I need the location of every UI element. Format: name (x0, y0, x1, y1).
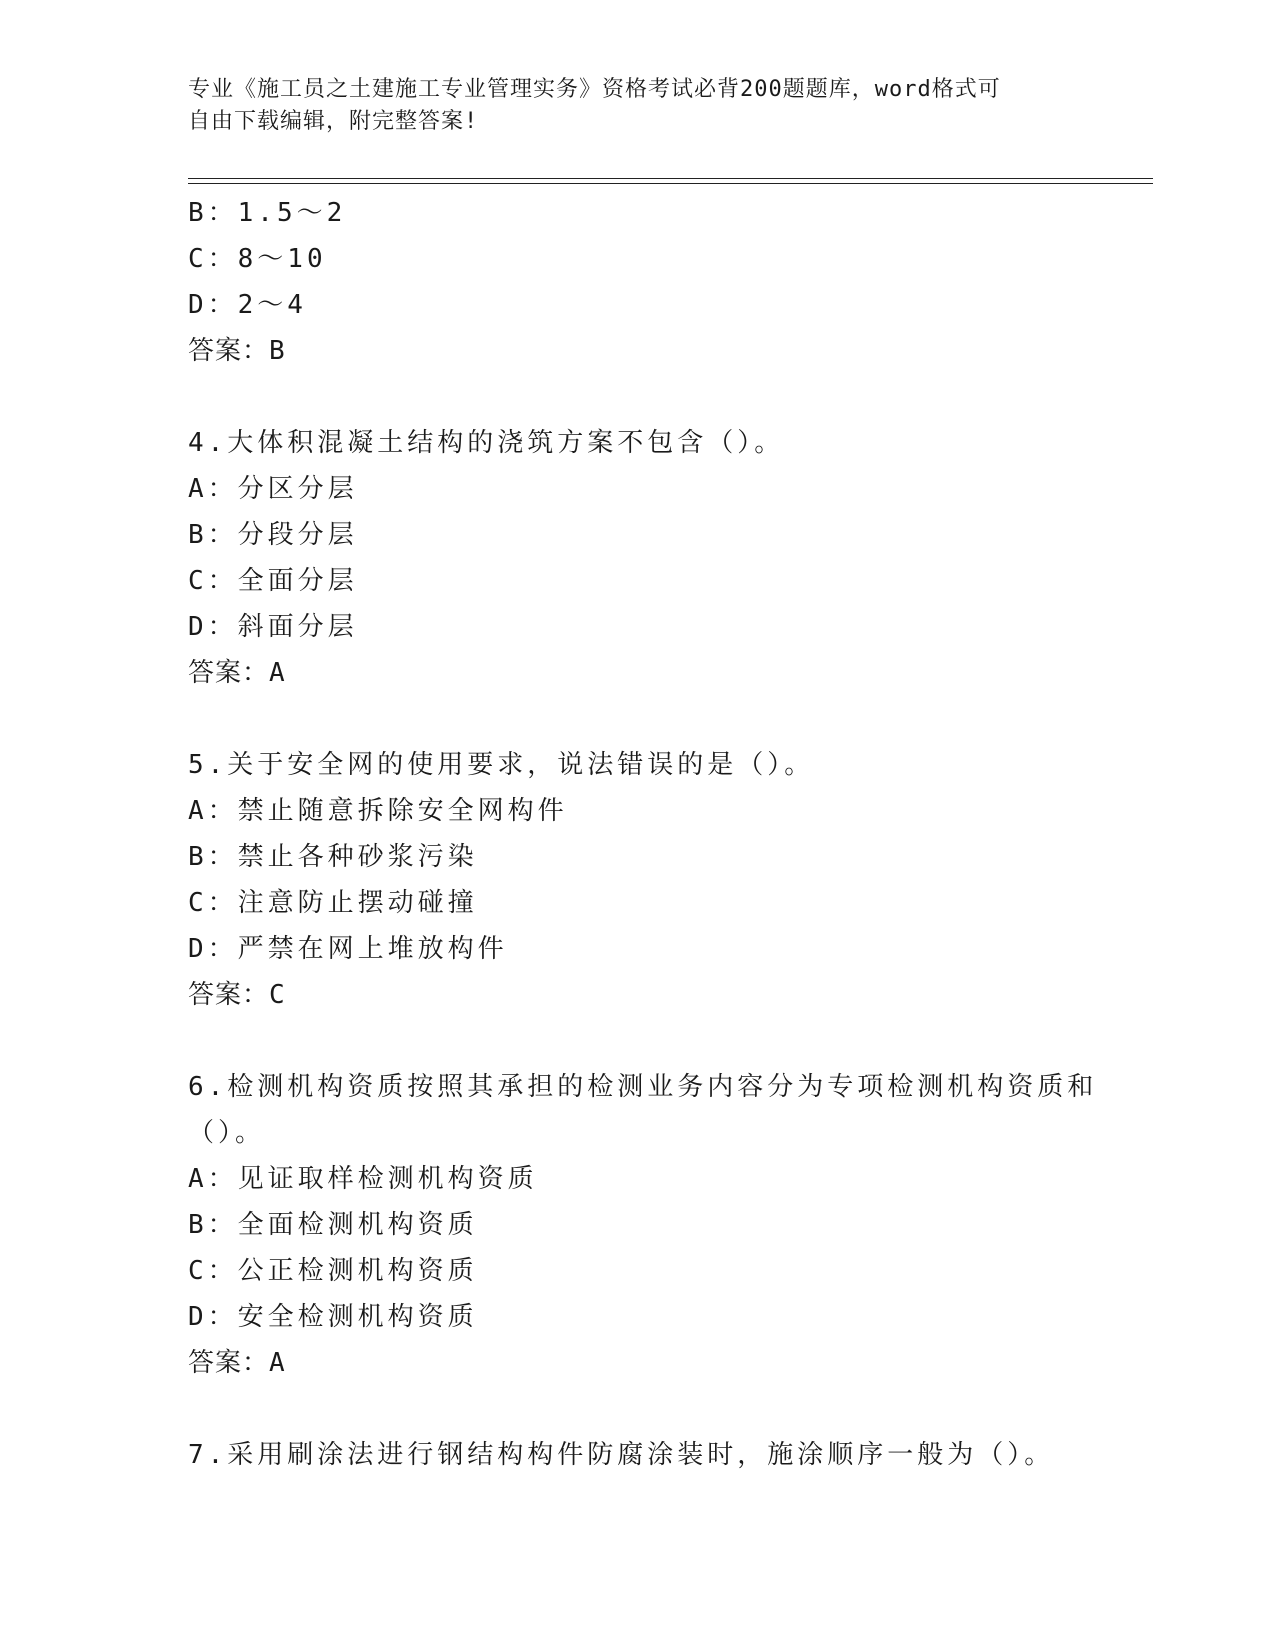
option-d (188, 1294, 1108, 1340)
option-text: 安全检测机构资质 (237, 1302, 478, 1332)
question-4 (188, 420, 1108, 696)
option-label: D： (188, 290, 238, 320)
answer-line (188, 1340, 1108, 1386)
answer-label: 答案： (188, 336, 270, 366)
option-b (188, 512, 1108, 558)
option-text: 分段分层 (237, 520, 358, 550)
answer-value: B (269, 336, 286, 366)
spacer (188, 696, 1108, 742)
document-header (188, 74, 1088, 138)
question-text: 5.关于安全网的使用要求，说法错误的是（）。 (188, 750, 815, 780)
option-label: D： (188, 1302, 238, 1332)
option-text: 注意防止摆动碰撞 (237, 888, 478, 918)
option-c (188, 1248, 1108, 1294)
option-label: B： (188, 1210, 238, 1240)
answer-line (188, 328, 1108, 374)
option-c (188, 880, 1108, 926)
question-3-tail (188, 190, 1108, 374)
option-label: C： (188, 566, 238, 596)
option-d (188, 282, 1108, 328)
option-text: 禁止各种砂浆污染 (237, 842, 478, 872)
option-text: 禁止随意拆除安全网构件 (237, 796, 568, 826)
spacer (188, 1386, 1108, 1432)
option-c (188, 236, 1108, 282)
option-label: A： (188, 796, 238, 826)
answer-line (188, 650, 1108, 696)
option-text: 1.5～2 (237, 198, 347, 228)
option-text: 全面检测机构资质 (237, 1210, 478, 1240)
answer-label: 答案： (188, 980, 270, 1010)
option-c (188, 558, 1108, 604)
option-text: 严禁在网上堆放构件 (237, 934, 508, 964)
option-text: 分区分层 (237, 474, 358, 504)
answer-line (188, 972, 1108, 1018)
option-label: B： (188, 842, 238, 872)
option-b (188, 190, 1108, 236)
option-label: A： (188, 474, 238, 504)
option-label: C： (188, 1256, 238, 1286)
question-6 (188, 1064, 1108, 1386)
option-label: C： (188, 888, 238, 918)
spacer (188, 1018, 1108, 1064)
option-b (188, 1202, 1108, 1248)
option-text: 全面分层 (237, 566, 358, 596)
header-line-2: 自由下载编辑，附完整答案! (188, 109, 479, 134)
answer-label: 答案： (188, 658, 270, 688)
question-list (188, 190, 1108, 1478)
option-d (188, 926, 1108, 972)
option-a (188, 466, 1108, 512)
question-text: 7.采用刷涂法进行钢结构构件防腐涂装时，施涂顺序一般为（）。 (188, 1440, 1055, 1470)
option-label: D： (188, 934, 238, 964)
option-label: B： (188, 520, 238, 550)
header-rule-top (188, 178, 1153, 179)
question-7 (188, 1432, 1108, 1478)
option-b (188, 834, 1108, 880)
option-text: 8～10 (237, 244, 327, 274)
option-d (188, 604, 1108, 650)
option-label: B： (188, 198, 238, 228)
question-5 (188, 742, 1108, 1018)
option-a (188, 1156, 1108, 1202)
header-line-1: 专业《施工员之土建施工专业管理实务》资格考试必背200题题库，word格式可 (188, 77, 1001, 102)
header-rule-bottom (188, 183, 1153, 184)
answer-value: C (269, 980, 286, 1010)
spacer (188, 374, 1108, 420)
option-text: 见证取样检测机构资质 (237, 1164, 538, 1194)
question-text: 4.大体积混凝土结构的浇筑方案不包含（）。 (188, 428, 785, 458)
answer-value: A (269, 658, 286, 688)
option-text: 公正检测机构资质 (237, 1256, 478, 1286)
option-text: 2～4 (237, 290, 307, 320)
answer-label: 答案： (188, 1348, 270, 1378)
option-text: 斜面分层 (237, 612, 358, 642)
option-label: D： (188, 612, 238, 642)
answer-value: A (269, 1348, 286, 1378)
question-text-line-1: 6.检测机构资质按照其承担的检测业务内容分为专项检测机构资质和 (188, 1072, 1098, 1102)
option-label: A： (188, 1164, 238, 1194)
option-a (188, 788, 1108, 834)
question-text-line-2: （）。 (188, 1118, 266, 1148)
option-label: C： (188, 244, 238, 274)
